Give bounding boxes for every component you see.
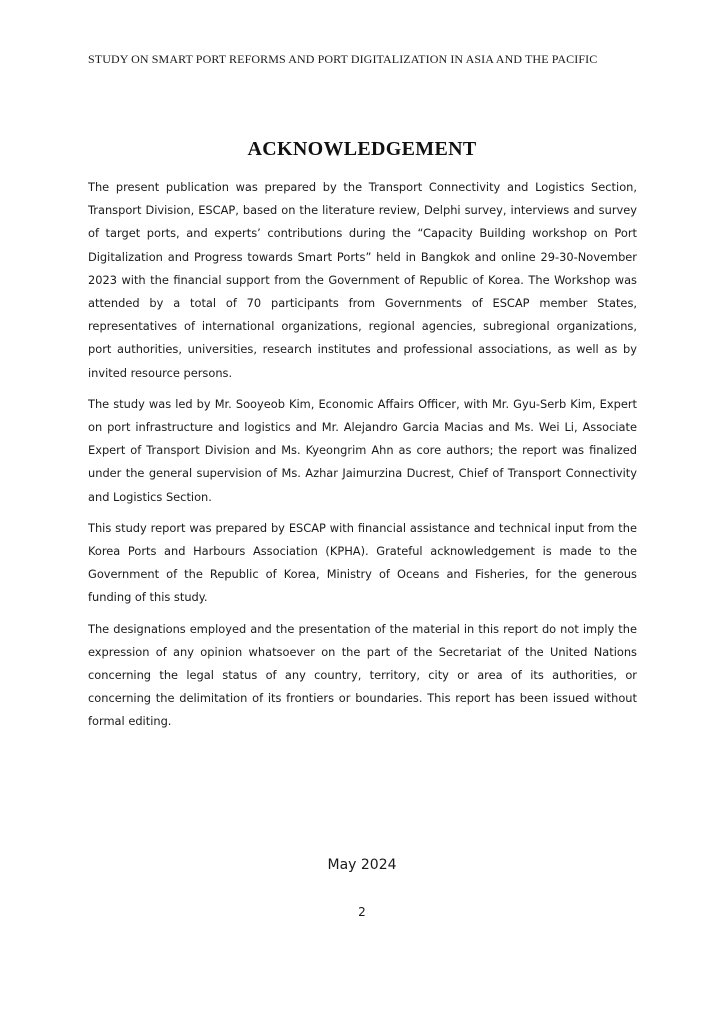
paragraph-authors: The study was led by Mr. Sooyeob Kim, Economic Affairs Officer, with Mr. Gyu-Serb Kim, Expert on port infrastructure and logistics and Mr. Alejandro Garcia Macias and Ms. Wei Li, Associate Expert of Transport Division and Ms. Kyeongrim Ahn as core authors; the report was finalized under the general supervision of Ms. Azhar Jaimurzina Ducrest, Chief of Transport Connectivity and Logistics Section. (88, 396, 637, 504)
publication-date: May 2024 (327, 857, 397, 873)
paragraph-disclaimer: The designations employed and the presentation of the material in this report do not imply the expression of any opinion whatsoever on the part of the Secretariat of the United Nations concerning the legal status of any country, territory, city or area of its authorities, or concerning the delimitation of its frontiers or boundaries. This report has been issued without formal editing. (88, 621, 637, 729)
acknowledgement-body (88, 176, 637, 742)
page-title: ACKNOWLEDGEMENT (247, 138, 477, 160)
paragraph-preparation: The present publication was prepared by the Transport Connectivity and Logistics Section, Transport Division, ESCAP, based on the literature review, Delphi survey, interviews and survey of target ports, and experts’ contributions during the “Capacity Building workshop on Port Digitalization and Progress towards Smart Ports” held in Bangkok and online 29-30-November 2023 with the financial support from the Government of Republic of Korea. The Workshop was attended by a total of 70 participants from Governments of ESCAP member States, representatives of international organizations, regional agencies, subregional organizations, port authorities, universities, research institutes and professional associations, as well as by invited resource persons. (88, 180, 637, 380)
paragraph-funding: This study report was prepared by ESCAP with financial assistance and technical input from the Korea Ports and Harbours Association (KPHA). Grateful acknowledgement is made to the Government of the Republic of Korea, Ministry of Oceans and Fisheries, for the generous funding of this study. (88, 520, 637, 605)
running-header: STUDY ON SMART PORT REFORMS AND PORT DIGITALIZATION IN ASIA AND THE PACIFIC (88, 52, 598, 66)
page-number: 2 (358, 905, 366, 919)
